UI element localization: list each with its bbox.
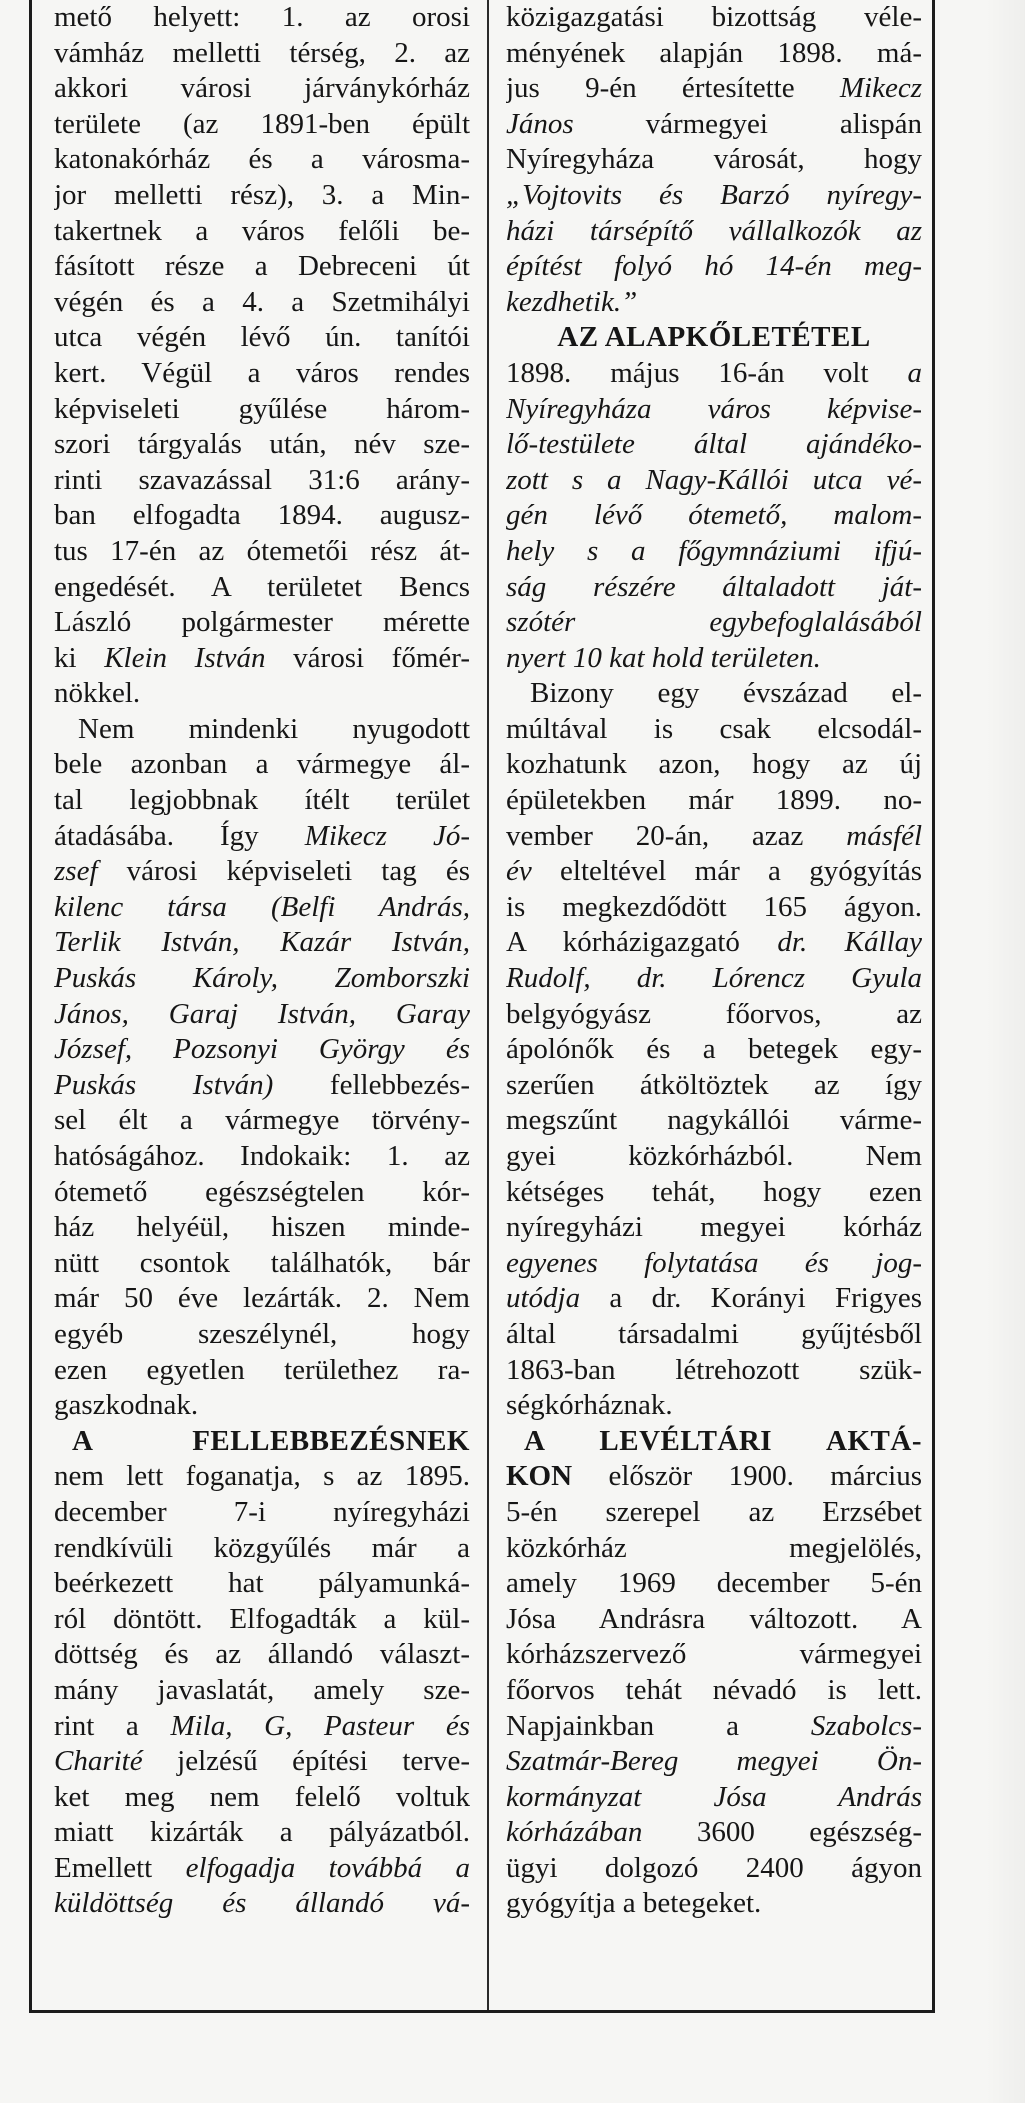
text-line [506,1780,922,1816]
frame-bottom-border [29,2010,935,2013]
italic-text: a [907,356,922,389]
italic-text: gén lévő ótemető, malom- [506,499,922,532]
text-line: év elteltével már a gyógyítás [506,855,922,888]
text-line: amely 1969 december 5-én [506,1567,922,1600]
text-line: gyei közkórházból. Nem [506,1140,922,1172]
left-column [54,0,470,2008]
text-line: jor melletti rész), 3. a Min- [54,178,470,211]
text-line: gyógyítja a betegeket. [506,1887,762,1920]
text-line: tus 17-én az ótemetői rész át- [54,534,470,567]
text-line: Bizony egy évszázad el- [530,677,922,710]
italic-name: zsef [54,855,98,888]
italic-text: Terlik István, Kazár István, [54,926,470,959]
text-line: engedését. A területet Bencs [54,570,470,603]
right-column [506,0,922,2008]
text-line: ház helyéül, hiszen minde- [54,1211,470,1244]
text-line: ket meg nem felelő voltuk [54,1780,470,1813]
text-line: főorvos tehát névadó is lett. [506,1673,922,1706]
text-line [54,1886,470,1922]
text-line [506,961,922,997]
text-line: ki Klein István városi főmér- [54,641,470,674]
text-line: ban elfogadta 1894. augusz- [54,499,470,532]
text-line [506,427,922,463]
text-line: 1863-ban létrehozott szük- [506,1353,922,1386]
text-line: ról döntött. Elfogadták a kül- [54,1602,470,1635]
italic-text: ság részére általadott ját- [506,570,922,603]
text-line: László polgármester mérette [54,606,470,639]
text-line: nyíregyházi megyei kórház [506,1211,922,1244]
italic-name: János [506,107,574,140]
text-line: megszűnt nagykállói várme- [506,1104,922,1137]
text-line [54,961,470,997]
scan-edge-shading [985,0,1025,2103]
text-line: hatóságához. Indokaik: 1. az [54,1140,470,1172]
italic-text: kormányzat Jósa András [506,1780,922,1813]
text-line: mány javaslatát, amely sze- [54,1673,470,1706]
italic-text: nyert 10 kat hold területen. [506,641,821,674]
text-line: mető helyett: 1. az orosi [54,1,470,33]
text-line [506,249,922,285]
text-line: Napjainkban a Szabolcs- [506,1709,922,1742]
text-line: katonakórház és a városma- [54,143,470,176]
italic-text: utódja [506,1282,581,1315]
italic-name: dr. Kállay [777,926,922,959]
text-line: rint a Mila, G, Pasteur és [54,1709,470,1742]
italic-quote: kezdhetik.” [506,285,638,318]
text-line: végén és a 4. a Szetmihályi [54,285,470,318]
text-line: már 50 éve lezárták. 2. Nem [54,1282,470,1315]
text-line [506,534,922,570]
italic-text: küldöttség és állandó vá- [54,1887,470,1920]
text-line: rinti szavazással 31:6 arány- [54,463,470,496]
text-line: ségkórháznak. [506,1389,673,1422]
text-line: ápolónők és a betegek egy- [506,1033,922,1066]
text-line: rendkívüli közgyűlés már a [54,1531,470,1564]
text-line: képviseleti gyűlése három- [54,392,470,425]
italic-quote: építést folyó hó 14-én meg- [506,250,922,283]
text-line [506,214,922,250]
italic-quote: „Vojtovits és Barzó nyíregy- [506,178,922,211]
text-line: Nem mindenki nyugodott [78,712,470,745]
italic-text: egyenes folytatása és jog- [506,1246,922,1279]
text-line [54,997,470,1033]
text-line: 1898. május 16-án volt a [506,356,922,389]
italic-text: Puskás István) [54,1068,274,1101]
text-line: Puskás István) fellebbezés- [54,1068,470,1101]
text-line: ügyi dolgozó 2400 ágyon [506,1851,922,1884]
text-line: szori tárgyalás után, név sze- [54,428,470,461]
frame-left-border [29,0,32,2013]
text-line: területe (az 1891-ben épült [54,107,470,140]
italic-name: Mikecz Jó- [304,819,470,852]
italic-text: év [506,855,532,888]
section-heading: AZ ALAPKŐLETÉTEL [557,321,871,354]
text-line: nem lett foganatja, s az 1895. [54,1460,470,1493]
text-line [506,285,922,321]
text-line: Emellett elfogadja továbbá a [54,1851,470,1884]
italic-text: kilenc társa (Belfi András, [54,890,470,923]
section-heading: A FELLEBBEZÉSNEK [72,1424,470,1457]
text-line: egyéb szeszélynél, hogy [54,1317,470,1350]
text-line: takertnek a város felőli be- [54,214,470,247]
italic-text: József, Pozsonyi György és [54,1033,470,1066]
italic-text: szótér egybefoglalásából [506,606,922,639]
italic-text: kórházában [506,1816,643,1849]
text-line [54,890,470,926]
italic-name: Klein István [104,641,266,674]
text-line: utca végén lévő ún. tanítói [54,321,470,354]
text-line [54,925,470,961]
text-line: Nyíregyháza városát, hogy [506,143,922,176]
text-line: tal legjobbnak ítélt terület [54,784,470,817]
text-line: zsef városi képviseleti tag és [54,855,470,888]
text-line: kétséges tehát, hogy ezen [506,1175,922,1208]
text-line: utódja a dr. Korányi Frigyes [506,1282,922,1315]
italic-text: lő-testülete által ajándéko- [506,428,922,461]
text-line: KON először 1900. március [506,1460,922,1493]
text-line: által társadalmi gyűjtésből [506,1317,922,1350]
section-heading-continued: KON [506,1460,573,1493]
text-line [506,392,922,428]
text-line [506,1744,922,1780]
text-line: december 7-i nyíregyházi [54,1495,470,1528]
text-line [506,605,922,641]
text-line [506,498,922,534]
text-line [506,641,922,677]
text-line: A kórházigazgató dr. Kállay [506,926,922,959]
text-line: kórházában 3600 egészség- [506,1816,922,1849]
text-line [506,178,922,214]
text-line: vember 20-án, azaz másfél [506,819,922,852]
text-line: átadásába. Így Mikecz Jó- [54,819,470,852]
text-line [506,463,922,499]
text-line: kert. Végül a város rendes [54,356,470,389]
italic-text: másfél [846,819,922,852]
text-line: beérkezett hat pályamunká- [54,1567,470,1600]
text-line: gaszkodnak. [54,1389,199,1422]
italic-text: Szatmár-Bereg megyei Ön- [506,1745,922,1778]
italic-text: János, Garaj István, Garay [54,997,470,1030]
text-line: is megkezdődött 165 ágyon. [506,890,922,923]
text-line: miatt kizárták a pályázatból. [54,1816,470,1849]
text-line: Charité jelzésű építési terve- [54,1745,470,1778]
italic-name: Mikecz [839,72,922,105]
italic-text: hely s a főgymnáziumi ifjú- [506,534,922,567]
text-line: múltával is csak elcsodál- [506,712,922,745]
section-heading: A LEVÉLTÁRI AKTÁ- [524,1424,922,1457]
italic-text: elfogadja továbbá a [185,1851,470,1884]
text-line: bele azonban a vármegye ál- [54,748,470,781]
italic-text: Nyíregyháza város képvise- [506,392,922,425]
text-line: nökkel. [54,677,141,710]
italic-text: Puskás Károly, Zomborszki [54,962,470,995]
italic-text: Charité [54,1745,143,1778]
text-line: épületekben már 1899. no- [506,784,922,817]
text-line: közigazgatási bizottság véle- [506,1,922,33]
text-line: Jósa Andrásra változott. A [506,1602,922,1635]
italic-text: zott s a Nagy-Kállói utca vé- [506,463,922,496]
italic-name: Rudolf, dr. Lórencz Gyula [506,962,922,995]
text-line: 5-én szerepel az Erzsébet [506,1495,922,1528]
frame-right-border [932,0,935,2013]
text-line: döttség és az állandó választ- [54,1638,470,1671]
text-line: belgyógyász főorvos, az [506,997,922,1030]
text-line [506,570,922,606]
text-line [54,1032,470,1068]
text-line: ótemető egészségtelen kór- [54,1175,470,1208]
text-line: ményének alapján 1898. má- [506,36,922,69]
text-line: jus 9-én értesítette Mikecz [506,72,922,105]
text-line: kozhatunk azon, hogy az új [506,748,922,781]
italic-text: Mila, G, Pasteur és [170,1709,470,1742]
text-line: közkórház megjelölés, [506,1531,922,1564]
column-divider [487,0,489,2010]
text-line: akkori városi járványkórház [54,72,470,105]
italic-quote: házi társépítő vállalkozók az [506,214,922,247]
italic-text: Szabolcs- [810,1709,922,1742]
text-line [506,1246,922,1282]
text-line: vámház melletti térség, 2. az [54,36,470,69]
text-line: ezen egyetlen területhez ra- [54,1353,470,1386]
text-line: kórházszervező vármegyei [506,1638,922,1671]
text-line: fásított része a Debreceni út [54,250,470,283]
text-line: szerűen átköltöztek az így [506,1068,922,1101]
text-line: János vármegyei alispán [506,107,922,140]
text-line: nütt csontok találhatók, bár [54,1246,470,1279]
text-line: sel élt a vármegye törvény- [54,1104,470,1137]
